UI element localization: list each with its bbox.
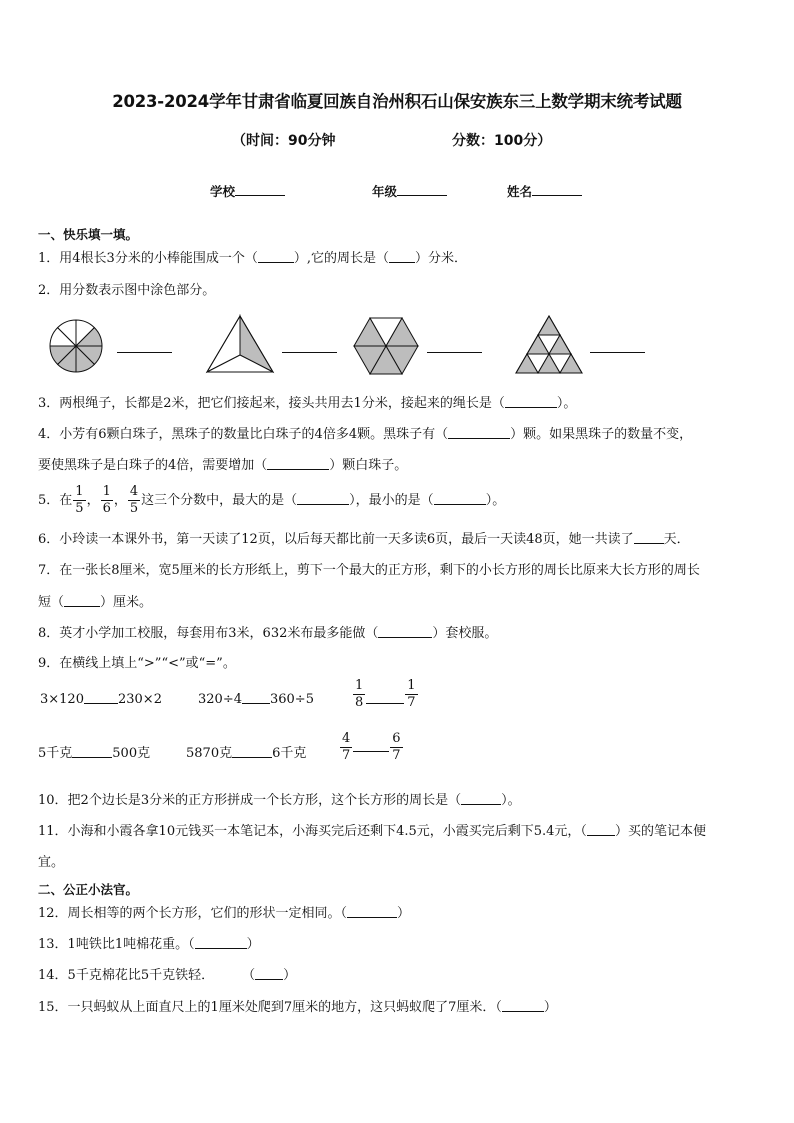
q4-text-b: ）颗。如果黑珠子的数量不变， <box>510 427 693 442</box>
section-heading-fill: 一、快乐填一填。 <box>38 227 139 242</box>
question-7-line-2 <box>38 590 760 615</box>
q5-fraction-3 <box>128 484 140 517</box>
q5-blank-1[interactable] <box>297 491 349 505</box>
compare-1-right: 230×2 <box>117 692 162 707</box>
q5-fraction-1-num: 1 <box>75 484 84 499</box>
question-11-line-2: 宜。 <box>38 855 65 870</box>
score-label: 分数：100分） <box>452 133 552 149</box>
q6-text-a: 6．小玲读一本课外书，第一天读了12页，以后每天都比前一天多读6页，最后一天读48页，她一共读了 <box>38 532 634 547</box>
grade-field[interactable] <box>372 182 447 200</box>
q10-text-b: ）。 <box>501 793 521 808</box>
question-10 <box>38 788 760 813</box>
q15-text-a: 15．一只蚂蚁从上面直尺上的1厘米处爬到7厘米的地方，这只蚂蚁爬了7厘米．（ <box>38 1000 502 1015</box>
q13-blank[interactable] <box>195 935 247 949</box>
compare-5-left: 5870克 <box>186 746 233 761</box>
q14-text-b: （ <box>242 968 256 983</box>
figure-2-answer-line[interactable] <box>282 352 337 353</box>
school-blank[interactable] <box>235 183 285 196</box>
compare-4-left: 5千克 <box>38 746 73 761</box>
question-4-line-1 <box>38 422 760 447</box>
q6-text-b: 天． <box>663 532 690 547</box>
triangle-figure <box>204 313 276 375</box>
compare-1-left: 3×120 <box>40 692 84 707</box>
figure-4-answer-line[interactable] <box>590 352 645 353</box>
q5-fraction-1 <box>73 484 85 517</box>
compare-5-right: 6千克 <box>272 746 307 761</box>
q7-text-c: ）厘米。 <box>100 595 153 610</box>
q14-blank[interactable] <box>255 966 283 980</box>
compare-2-right: 360÷5 <box>269 692 314 707</box>
q4-text-d: ）颗白珠子。 <box>329 458 408 473</box>
compare-4 <box>38 742 150 761</box>
q3-blank[interactable] <box>505 394 557 408</box>
q5-text-b: 这三个分数中，最大的是（ <box>141 493 298 508</box>
question-9: 9．在横线上填上“>”“<”或“=”。 <box>38 656 236 671</box>
compare-3-right-den: 7 <box>407 695 416 710</box>
hexagon-figure <box>352 316 420 376</box>
page-title: 2023-2024学年甘肃省临夏回族自治州积石山保安族东三上数学期末统考试题 <box>112 92 682 111</box>
q3-text-b: ）。 <box>556 396 577 411</box>
q14-text-c: ） <box>283 968 297 983</box>
question-7-line-1: 7．在一张长8厘米，宽5厘米的长方形纸上，剪下一个最大的正方形，剩下的小长方形的周长比原来大长方形的周长 <box>38 563 700 578</box>
figure-1-answer-line[interactable] <box>117 352 172 353</box>
q4-text-c: 要使黑珠子是白珠子的4倍，需要增加（ <box>38 458 268 473</box>
question-8 <box>38 621 760 646</box>
q4-blank-1[interactable] <box>448 425 510 439</box>
q13-text-a: 13．1吨铁比1吨棉花重。（ <box>38 937 195 952</box>
compare-6-left-num: 4 <box>342 731 351 746</box>
q8-text-a: 8．英才小学加工校服，每套用布3米，632米布最多能做（ <box>38 626 379 641</box>
q4-text-a: 4．小芳有6颗白珠子，黑珠子的数量比白珠子的4倍多4颗。黑珠子有（ <box>38 427 449 442</box>
compare-4-blank[interactable] <box>72 744 112 758</box>
question-5 <box>38 482 760 520</box>
q1-text-a: 1．用4根长3分米的小棒能围成一个（ <box>38 251 258 266</box>
q12-blank[interactable] <box>347 904 397 918</box>
compare-6-left <box>340 731 352 764</box>
name-blank[interactable] <box>532 183 582 196</box>
q5-fraction-3-num: 4 <box>129 484 139 499</box>
time-label: （时间：90分钟 <box>232 133 336 149</box>
compare-2-blank[interactable] <box>242 690 270 704</box>
compare-6-right-den: 7 <box>392 748 401 763</box>
q15-text-b: ） <box>543 1000 557 1015</box>
q11-text-a: 11．小海和小霞各拿10元钱买一本笔记本，小海买完后还剩下4.5元，小霞买完后剩下5.4元，（ <box>38 824 587 839</box>
q6-blank[interactable] <box>634 530 664 544</box>
question-2: 2．用分数表示图中涂色部分。 <box>38 283 216 298</box>
school-label: 学校 <box>210 184 236 199</box>
compare-3-blank[interactable] <box>366 703 404 704</box>
compare-5 <box>186 742 306 761</box>
compare-6 <box>339 731 404 764</box>
compare-3-left-num: 1 <box>355 678 364 693</box>
q5-fraction-1-den: 5 <box>75 501 84 516</box>
grade-blank[interactable] <box>397 183 447 196</box>
q5-fraction-2-den: 6 <box>102 501 111 516</box>
compare-6-blank[interactable] <box>353 751 389 752</box>
compare-6-right-num: 6 <box>392 731 401 746</box>
question-6 <box>38 527 760 552</box>
q5-sep-2: ， <box>113 493 127 508</box>
name-label: 姓名 <box>507 184 533 199</box>
question-14 <box>38 963 760 988</box>
q12-text-a: 12．周长相等的两个长方形，它们的形状一定相同。（ <box>38 906 348 921</box>
name-field[interactable] <box>507 182 582 200</box>
q5-text-a: 5．在 <box>38 493 73 508</box>
question-11-line-1 <box>38 819 760 844</box>
q14-text-a: 14．5千克棉花比5千克铁轻． <box>38 968 215 983</box>
compare-3-right <box>405 678 417 711</box>
question-12 <box>38 901 760 926</box>
q13-text-b: ） <box>246 937 260 952</box>
circle-figure <box>48 318 104 374</box>
q5-fraction-2 <box>101 484 113 517</box>
q8-text-b: ）套校服。 <box>432 626 498 641</box>
question-13 <box>38 932 760 957</box>
compare-3-left-den: 8 <box>355 695 364 710</box>
q5-fraction-2-num: 1 <box>102 484 111 499</box>
q11-blank[interactable] <box>587 822 615 836</box>
section-heading-judge: 二、公正小法官。 <box>38 882 139 897</box>
q5-blank-2[interactable] <box>434 491 486 505</box>
q10-text-a: 10．把2个边长是3分米的正方形拼成一个长方形，这个长方形的周长是（ <box>38 793 462 808</box>
q5-text-d: ）。 <box>485 493 506 508</box>
q1-blank-2[interactable] <box>389 249 415 263</box>
q5-sep-1: ， <box>86 493 100 508</box>
figure-3-answer-line[interactable] <box>427 352 482 353</box>
q5-text-c: ），最小的是（ <box>349 493 434 508</box>
compare-6-right <box>390 731 402 764</box>
question-1 <box>38 246 760 271</box>
q8-blank[interactable] <box>378 624 432 638</box>
grade-label: 年级 <box>372 184 398 199</box>
q1-text-b: ）,它的周长是（ <box>293 251 389 266</box>
q1-text-c: ）分米． <box>414 251 467 266</box>
q10-blank[interactable] <box>461 791 501 805</box>
q7-text-b: 短（ <box>38 595 65 610</box>
q4-blank-2[interactable] <box>267 456 329 470</box>
compare-3-left <box>353 678 365 711</box>
q5-fraction-3-den: 5 <box>129 501 139 516</box>
school-field[interactable] <box>210 182 285 200</box>
compare-3-right-num: 1 <box>407 678 416 693</box>
compare-2-left: 320÷4 <box>198 692 242 707</box>
compare-5-blank[interactable] <box>232 744 272 758</box>
compare-2 <box>198 690 314 707</box>
q3-text-a: 3．两根绳子，长都是2米，把它们接起来，接头共用去1分米，接起来的绳长是（ <box>38 396 505 411</box>
triangle-grid-figure <box>514 314 584 376</box>
question-3 <box>38 391 760 416</box>
question-4-line-2 <box>38 453 760 478</box>
compare-1-blank[interactable] <box>84 690 118 704</box>
q11-text-b: ）买的笔记本便 <box>614 824 706 839</box>
compare-6-left-den: 7 <box>342 748 351 763</box>
q15-blank[interactable] <box>502 998 544 1012</box>
question-15 <box>38 995 760 1020</box>
compare-3 <box>352 678 419 711</box>
compare-4-right: 500克 <box>112 746 151 761</box>
q12-text-b: ） <box>397 906 411 921</box>
q1-blank-1[interactable] <box>258 249 294 263</box>
q7-blank[interactable] <box>64 593 100 607</box>
compare-1 <box>40 690 162 707</box>
